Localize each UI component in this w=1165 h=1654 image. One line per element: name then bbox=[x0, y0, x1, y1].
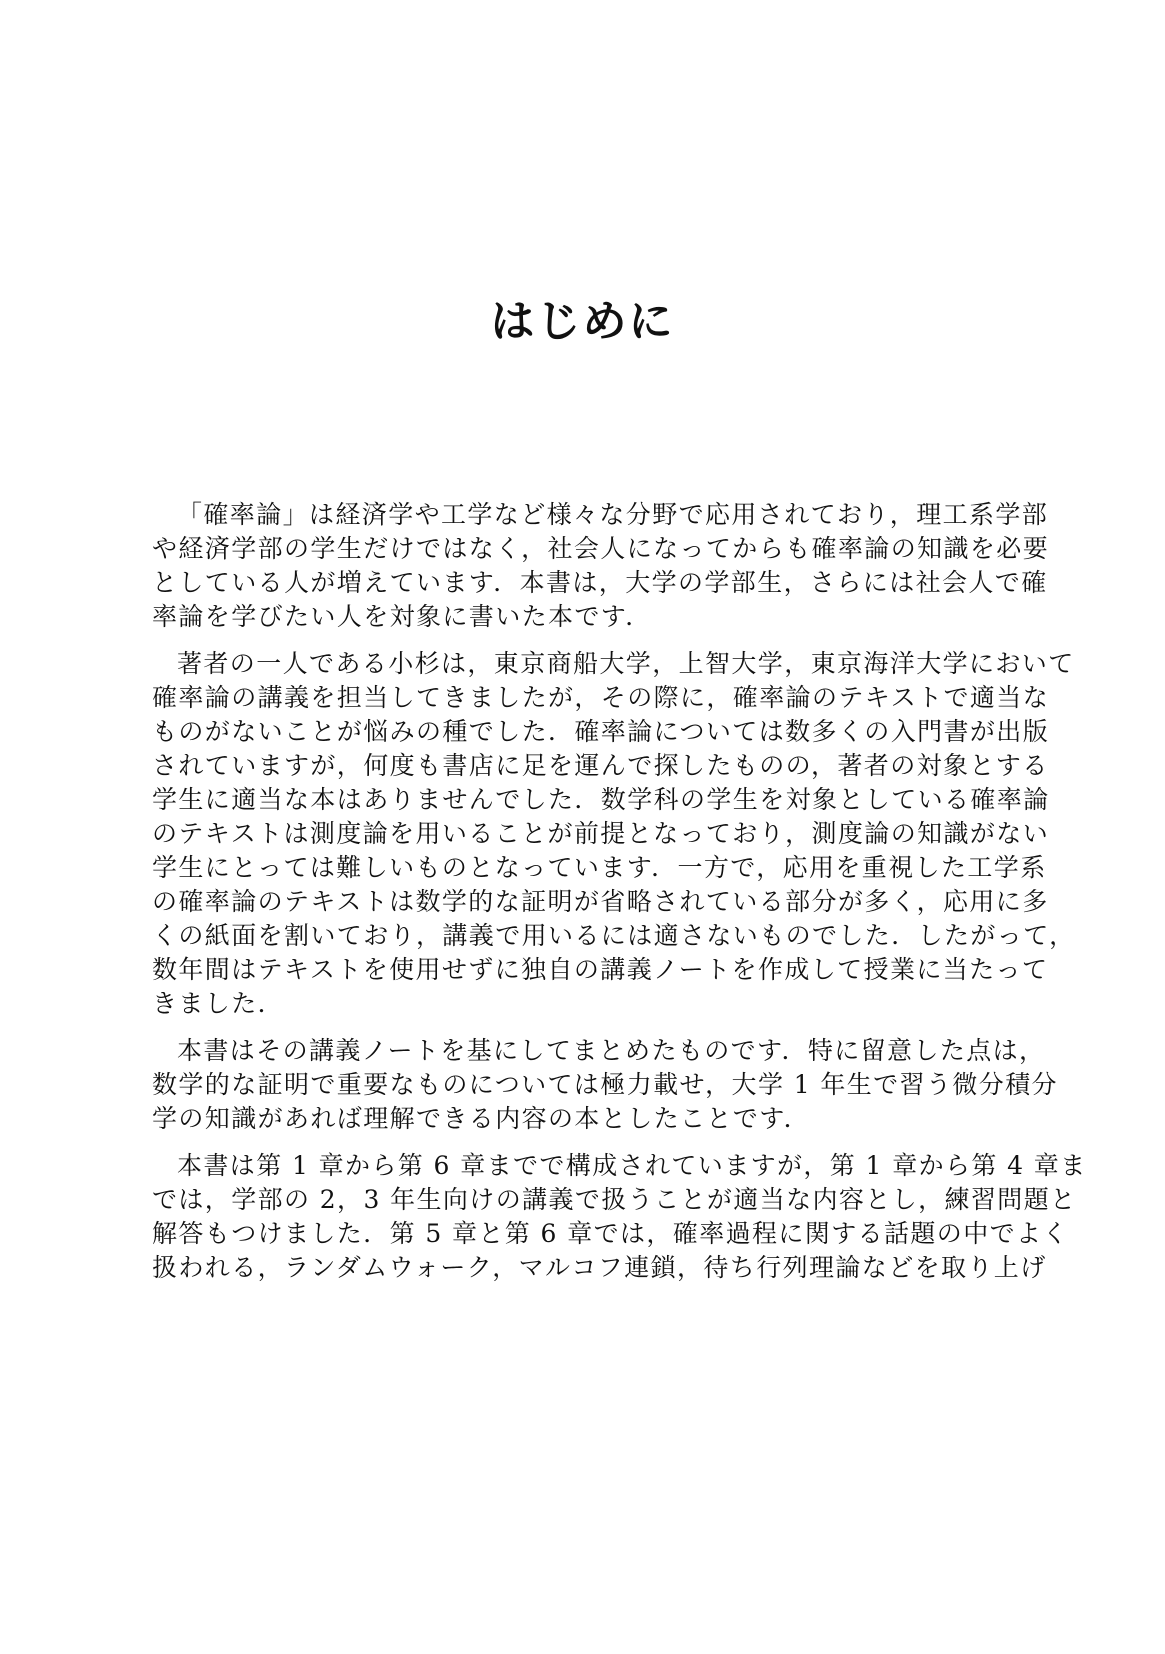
text-line: 著者の一人である小杉は，東京商船大学，上智大学，東京海洋大学において bbox=[177, 649, 1075, 678]
paragraph-2 bbox=[152, 647, 1076, 1021]
text-line: としている人が増えています．本書は，大学の学部生，さらには社会人で確 bbox=[152, 568, 1048, 597]
text-line: 確率論の講義を担当してきましたが，その際に，確率論のテキストで適当な bbox=[152, 683, 1050, 712]
text-line: のテキストは測度論を用いることが前提となっており，測度論の知識がない bbox=[152, 819, 1050, 848]
text-line: 数年間はテキストを使用せずに独自の講義ノートを作成して授業に当たって bbox=[152, 955, 1049, 984]
text-line: ものがないことが悩みの種でした．確率論については数多くの入門書が出版 bbox=[152, 717, 1050, 746]
text-line: 本書は第 1 章から第 6 章までで構成されていますが，第 1 章から第 4 章ま bbox=[177, 1151, 1087, 1180]
text-line: の確率論のテキストは数学的な証明が省略されている部分が多く，応用に多 bbox=[152, 887, 1049, 916]
text-line: 学生に適当な本はありませんでした．数学科の学生を対象としている確率論 bbox=[152, 785, 1050, 814]
paragraph-1 bbox=[152, 498, 1050, 634]
text-line: 学の知識があれば理解できる内容の本としたことです． bbox=[152, 1104, 811, 1133]
text-line: では，学部の 2，3 年生向けの講義で扱うことが適当な内容とし，練習問題と bbox=[152, 1185, 1077, 1214]
text-line: きました． bbox=[152, 989, 285, 1018]
text-line: 解答もつけました．第 5 章と第 6 章では，確率過程に関する話題の中でよく bbox=[152, 1219, 1069, 1248]
text-line: や経済学部の学生だけではなく，社会人になってからも確率論の知識を必要 bbox=[152, 534, 1050, 563]
page-title: はじめに bbox=[490, 296, 675, 347]
text-line: 扱われる，ランダムウォーク，マルコフ連鎖，待ち行列理論などを取り上げ bbox=[152, 1253, 1047, 1282]
text-line: くの紙面を割いており，講義で用いるには適さないものでした．したがって， bbox=[152, 921, 1076, 950]
text-line: されていますが，何度も書店に足を運んで探したものの，著者の対象とする bbox=[152, 751, 1049, 780]
paragraph-3 bbox=[152, 1034, 1058, 1136]
text-line: 数学的な証明で重要なものについては極力載せ，大学 1 年生で習う微分積分 bbox=[152, 1070, 1058, 1099]
paragraph-4 bbox=[152, 1149, 1087, 1285]
text-line: 率論を学びたい人を対象に書いた本です． bbox=[152, 602, 652, 631]
text-line: 「確率論」は経済学や工学など様々な分野で応用されており，理工系学部 bbox=[177, 500, 1049, 529]
preface-body bbox=[152, 498, 1087, 1285]
text-line: 学生にとっては難しいものとなっています．一方で，応用を重視した工学系 bbox=[152, 853, 1047, 882]
text-line: 本書はその講義ノートを基にしてまとめたものです．特に留意した点は， bbox=[177, 1036, 1046, 1065]
